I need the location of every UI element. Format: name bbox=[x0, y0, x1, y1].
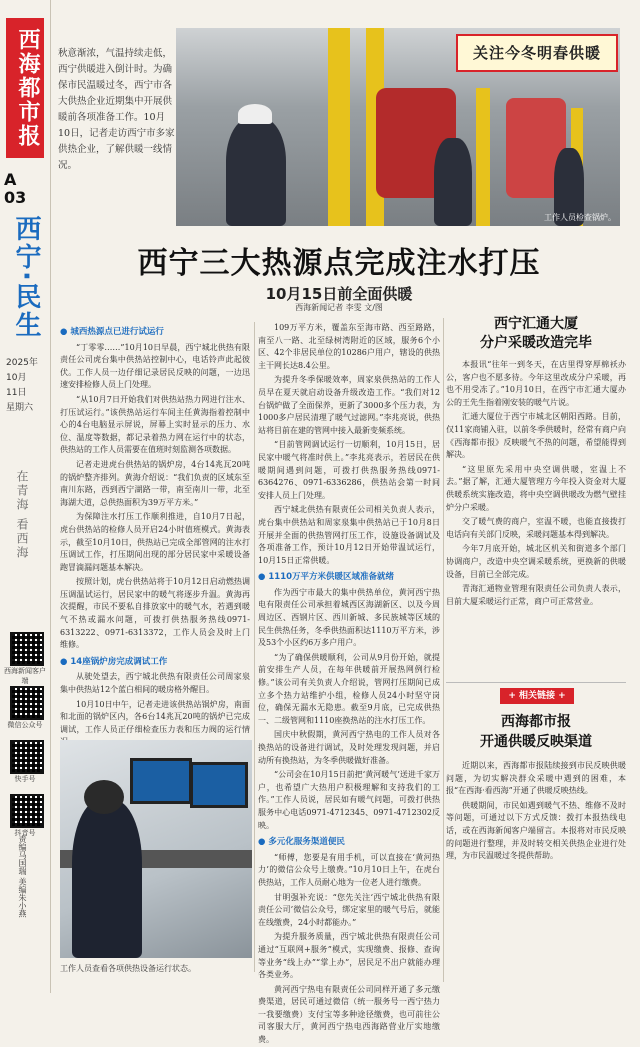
paragraph: 黄河西宁热电有限责任公司同样开通了多元缴费渠道，居民可通过微信（统一服务号一西宁热力一我要缴费）支付宝等多种途径缴费，也可前往公司客服大厅，黄河西宁热电西海路营业厅实地缴费。 bbox=[258, 984, 440, 1045]
paragraph: “目前管网调试运行一切顺利，10月15日，居民家中暖气将准时供上。”李兆亮表示，若居民在供暖期间遇到问题，可拨打供热服务热线0971-6364276、0971-6336286，供热站会第一时间安排人员上门处理。 bbox=[258, 440, 440, 500]
intro-text: 秋意渐浓，气温持续走低，西宁供暖进入倒计时。为确保市民温暖过冬，西宁市各大供热企业近期集中开展供暖前各项准备工作。10月10日，记者走访西宁市多家供热企业，了解供暖一线情况。 bbox=[58, 48, 175, 171]
paragraph: 青海汇通物业管理有限责任公司负责人表示，目前大厦采暖运行正常，商户可正常营业。 bbox=[446, 584, 626, 606]
paragraph: 供暖期间，市民如遇到暖气不热、维修不及时等问题，可通过以下方式反馈：拨打本报热线电话，或在西海新闻客户端留言。本报将对市民反映的问题进行整理，并及时转交相关供热企业进行处理，为市民温暖过冬提供帮助。 bbox=[446, 800, 626, 861]
paragraph: 国庆中秋假期，黄河西宁热电的工作人员对各换热站的设备进行调试，及时处理发现问题，并启动所有换热站，为冬季供暖做好准备。 bbox=[258, 730, 440, 765]
sidebar-title: 西宁汇通大厦 bbox=[494, 316, 578, 332]
section-name: 西宁·民生 bbox=[11, 215, 41, 339]
qr-label: 抖音号 bbox=[14, 829, 36, 837]
date-year: 2025年 bbox=[6, 358, 38, 368]
paragraph: 从驶处望去，西宁城北供热有限责任公司周家泉集中供热站12个蓝白相间的暖房格外醒目。 bbox=[60, 672, 250, 695]
paragraph: “从10月7日开始我们对供热站热力网进行注水、打压试运行。”该供热站运行车间主任黄海指着控制中心的4台电脑显示屏说，屏幕上实时显示的压力、水位、温度等数据，都记录着热力网在运行中的状态，供热站的工作人员需要在值班时刻监测各项数据。 bbox=[60, 394, 250, 455]
control-room-photo bbox=[60, 740, 252, 958]
paragraph: 记者走进虎台供热站的锅炉房，4台14兆瓦20吨的锅炉整齐排列。黄海介绍说：“我们负责的区域东至南川东路，西到西宁湖路一带，南至南川一带，北至海湖大道，总供热面积为39万平方米。” bbox=[60, 459, 250, 507]
paragraph: “丁零零……”10月10日早晨，西宁城北供热有限责任公司虎台集中供热站控制中心，电话铃声此起彼伏。工作人员一边仔细记录居民反映的问题，一边迅速安排检修人员上门处理。 bbox=[60, 342, 250, 390]
main-headline: 西宁三大热源点完成注水打压 bbox=[137, 246, 541, 281]
column-divider bbox=[443, 318, 444, 982]
paragraph: 为提升冬季保暖效率，周家泉供热站的工作人员早在夏天就启动设备升级改造工作。“我们对12台锅炉做了全面保养，更新了3000多个压力表，为1000多户居民清理了暖气过滤网。”李兆亮说，供热站将目前在建的管网中接入最新变频系统。 bbox=[258, 375, 440, 435]
page-letter: A bbox=[4, 170, 17, 189]
qr-label: 西海新闻客户端 bbox=[4, 667, 46, 685]
sidebar-title: 分户采暖改造完毕 bbox=[480, 335, 592, 351]
paragraph: 为保障注水打压工作顺利推进，自10月7日起，虎台供热站的检修人员开启24小时值班模式。黄海表示，截至10月10日，供热站已完成全部管网的注水打压调试工作，打压期间出现的部分居民家中采暖设备跑冒滴漏问题基本解决。 bbox=[60, 512, 250, 572]
date-weekday: 星期六 bbox=[6, 403, 34, 413]
qr-label: 微信公众号 bbox=[7, 721, 43, 729]
divider bbox=[446, 682, 626, 683]
paragraph: 西宁城北供热有限责任公司相关负责人表示，虎台集中供热站和周家泉集中供热站已于10月8日开展并全面的供热管网打压工作，设施设备调试及各项准备工作，预计10月12日开始带温试运行，10月15日正常供暖。 bbox=[258, 505, 440, 565]
related-body bbox=[446, 760, 626, 980]
paragraph: 汇通大厦位于西宁市城北区朝阳西路。目前，仅11家商铺入驻，以前冬季供暖时，经常有商户向《西海都市报》反映暖气不热的问题，希望能得到解决。 bbox=[446, 412, 626, 460]
byline: 西海新闻记者 李雯 文/图 bbox=[295, 303, 383, 312]
paragraph: 作为西宁市最大的集中供热单位，黄河西宁热电有限责任公司承担着城西区海湖新区、以及今周周边区、西钢片区、西川新城、多民族城等区域的民生供热任务，冬季供热面积达1110万平方米，涉及53个小区约6万多户用户。 bbox=[258, 587, 440, 648]
masthead-logo: 西海都市报 bbox=[6, 18, 44, 158]
page-number: 03 bbox=[4, 188, 27, 207]
related-title-line: 西海都市报 bbox=[501, 714, 571, 730]
date-month: 10月 bbox=[6, 373, 27, 383]
section-heading: ● 14座锅炉房完成调试工作 bbox=[60, 656, 168, 667]
rail-slogan: 在青海 看西海 bbox=[15, 470, 29, 560]
date-day: 11日 bbox=[6, 388, 27, 398]
paragraph: 本报讯“往年一到冬天，在店里得穿厚棉袄办公，客户也不愿多待。今年这里改成分户采暖，再也不用受冻了。”10月10日，在西宁市汇通大厦办公的王先生指着刚安装的暖气片说。 bbox=[446, 360, 626, 407]
paragraph: 今年7月底开始，城北区机关和街道多个部门协调商户，改造中央空调采暖系统，更换新的供暖设备，目前已全部完成。 bbox=[446, 544, 626, 579]
article-column-2 bbox=[258, 322, 440, 1045]
paragraph: 为提升服务质量，西宁城北供热有限责任公司通过“互联网+服务”模式，实现缴费、报修、查询等业务“线上办”“掌上办”，居民足不出户就能办理各类业务。 bbox=[258, 932, 440, 980]
related-title-line: 开通供暖反映渠道 bbox=[480, 734, 592, 750]
paragraph: 近期以来，西海都市报陆续接到市民反映供暖问题，为切实解决群众采暖中遇到的困难，本报“在西海·看西海”开通了供暖反映热线。 bbox=[446, 761, 626, 796]
qr-code-icon[interactable] bbox=[10, 686, 44, 720]
paragraph: “这里原先采用中央空调供暖，室温上不去。”据了解，汇通大厦管理方今年投入资金对大厦供暖系统实施改造，将中央空调供暖改为燃气壁挂炉分户采暖。 bbox=[446, 464, 626, 512]
related-title bbox=[446, 712, 626, 752]
paragraph: “公司会在10月15日前把‘黄河暖气’送进千家万户，也希望广大热用户积极理解和支持我们的工作。”工作人员说，居民如有暖气问题，可拨打供热服务中心电话0971-4712345、0971-4712302反映。 bbox=[258, 770, 440, 830]
paragraph: 甘明强补充说：“您先关注‘西宁城北供热有限责任公司’微信公众号，绑定家里的暖气号后，就能在线缴费，24小时都能办。” bbox=[258, 892, 440, 927]
article-column-1 bbox=[60, 322, 250, 736]
paragraph: 10月10日中午，记者走进该供热站锅炉房，南面和北面的锅炉区内，各6台14兆瓦20吨的锅炉已完成调试，工作人员正仔细检查压力表和压力阀的运行情 bbox=[60, 699, 250, 734]
subheadline: 10月15日前全面供暖 bbox=[265, 285, 413, 303]
qr-code-icon[interactable] bbox=[10, 794, 44, 828]
qr-code-icon[interactable] bbox=[10, 740, 44, 774]
photo-caption: 工作人员检查锅炉。 bbox=[544, 213, 616, 222]
topic-banner: 关注今冬明春供暖 bbox=[456, 34, 618, 72]
sidebar-story bbox=[446, 315, 626, 610]
photo-caption: 工作人员查看各项供热设备运行状态。 bbox=[60, 964, 196, 973]
paragraph: “为了确保供暖顺利，公司从9月份开始，就提前安排生产人员，在每年供暖前开展热网例行检修。”该公司有关负责人介绍说，管网打压期间已成立多个热力站维护小组，检修人员24小时坚守岗位，确保无漏水无隐患。截至9月底，已完成供热一、二级管网和1110座换热站的注水打压工作。 bbox=[258, 652, 440, 725]
editor-credit: 责编马国瑞 美编朱小燕 bbox=[18, 835, 27, 918]
related-link-tag: + 相关链接 + bbox=[500, 688, 574, 704]
paragraph: 交了暖气费的商户，室温不暖，也能直接拨打电话向有关部门反映，采暖问题基本得到解决。 bbox=[446, 517, 626, 539]
paragraph: 按照计划，虎台供热站将于10月12日启动燃热调压调温试运行，居民家中的暖气将逐步升温。黄海再次提醒，市民不要私自排放家中的暖气水，若遇到暖气不热或漏水问题，可拨打供热服务热线0971-6313222、0971-6313372，工作人员会及时上门维修。 bbox=[60, 577, 250, 650]
qr-code-icon[interactable] bbox=[10, 632, 44, 666]
paragraph: “师傅，您要是有用手机，可以直接在‘黄河热力’的微信公众号上缴费。”10月10日上午，在虎台供热站，工作人员耐心地为一位老人进行缴费。 bbox=[258, 852, 440, 887]
paragraph: 109万平方米，覆盖东至海市路、西至路路，南至八一路、北至绿树湾附近的区域，服务6个小区、42个非居民单位的10286户用户，辖设的供热主干网长达8.4公里。 bbox=[258, 323, 440, 370]
section-heading: ● 城西热源点已进行试运行 bbox=[60, 327, 164, 337]
section-heading: ● 多元化服务渠道便民 bbox=[258, 837, 345, 848]
column-divider bbox=[254, 322, 255, 972]
section-heading: ● 1110万平方米供暖区域准备就绪 bbox=[258, 572, 395, 583]
qr-label: 快手号 bbox=[14, 775, 36, 783]
